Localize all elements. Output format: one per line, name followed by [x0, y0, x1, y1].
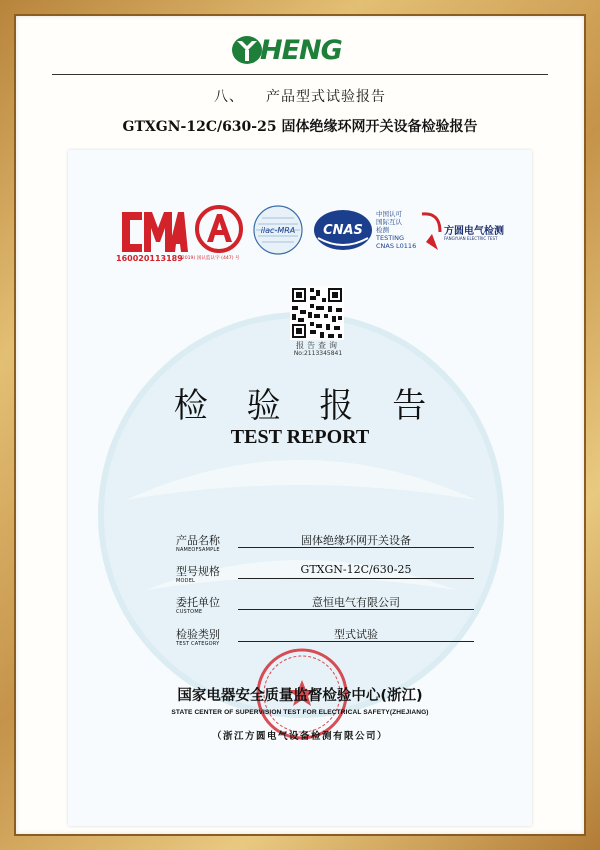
cnas-accreditation-text: [376, 210, 416, 250]
field-label: 委托单位: [176, 596, 220, 609]
field-customer: [176, 594, 476, 622]
cnas-logo-icon: [312, 208, 374, 252]
section-number: 八、: [214, 89, 244, 105]
company-logo: [230, 34, 370, 66]
field-label-en: MODEL: [176, 578, 196, 584]
document-subtitle: GTXGN-12C/630-25 固体绝缘环网开关设备检验报告: [122, 119, 478, 135]
cnas-line: 检测: [376, 226, 389, 234]
ilac-text: ilac-MRA: [260, 226, 296, 235]
field-underline: [238, 578, 474, 579]
cnas-text: CNAS: [323, 223, 363, 238]
cnas-line: 国际互认: [376, 218, 402, 226]
cma-logo-icon: [118, 206, 188, 258]
cal-code: (2019) 国认监认字 (447) 号: [180, 256, 240, 261]
field-underline: [238, 609, 474, 610]
field-underline: [238, 641, 474, 642]
fangyuan-sub: FANGYUAN ELECTRIC TEST: [444, 236, 498, 241]
section-title-text: 产品型式试验报告: [266, 89, 386, 105]
field-value: 型式试验: [334, 628, 378, 641]
field-label-en: CUSTOME: [176, 609, 203, 615]
issuer-sub: （浙江方圆电气设备检测有限公司）: [211, 731, 388, 742]
report-title-en: TEST REPORT: [230, 426, 370, 448]
fangyuan-name: 方圆电气检测: [444, 226, 504, 237]
field-value: GTXGN-12C/630-25: [300, 563, 412, 576]
qr-label: 报告查询: [296, 341, 340, 350]
cnas-line: 中国认可: [376, 210, 402, 218]
field-label-en: NAMEOFSAMPLE: [176, 547, 220, 553]
ilac-mra-logo-icon: [252, 204, 304, 256]
field-sample-name: [176, 532, 476, 560]
fangyuan-logo-icon: [418, 206, 444, 256]
logo-text: HENG: [260, 34, 342, 66]
issuer-name-cn: 国家电器安全质量监督检验中心(浙江): [177, 688, 423, 704]
field-model: [176, 563, 476, 591]
cma-code: 160020113189: [116, 254, 183, 263]
field-value: 意恒电气有限公司: [312, 596, 400, 609]
report-title-cn: 检 验 报 告: [173, 386, 441, 426]
cnas-line: CNAS L0116: [376, 242, 417, 250]
field-value: 固体绝缘环网开关设备: [301, 534, 411, 547]
field-label: 产品名称: [176, 534, 220, 547]
cnas-line: TESTING: [376, 234, 404, 242]
field-label-en: TEST CATEGORY: [176, 641, 220, 647]
issuer-name-en: STATE CENTER OF SUPERVISION TEST FOR ELECTRICAL SAFETY(ZHEJIANG): [171, 709, 429, 716]
cal-logo-icon: [192, 204, 246, 254]
field-underline: [238, 547, 474, 548]
leaf-y-logo-icon: [230, 34, 264, 66]
header-rule: [52, 74, 548, 75]
section-title: [0, 86, 600, 106]
field-label: 型号规格: [176, 565, 220, 578]
qr-number: No:2113345841: [293, 350, 343, 357]
field-label: 检验类别: [176, 628, 220, 641]
qr-code-icon: [290, 286, 344, 340]
certificate-paper: [68, 150, 532, 826]
